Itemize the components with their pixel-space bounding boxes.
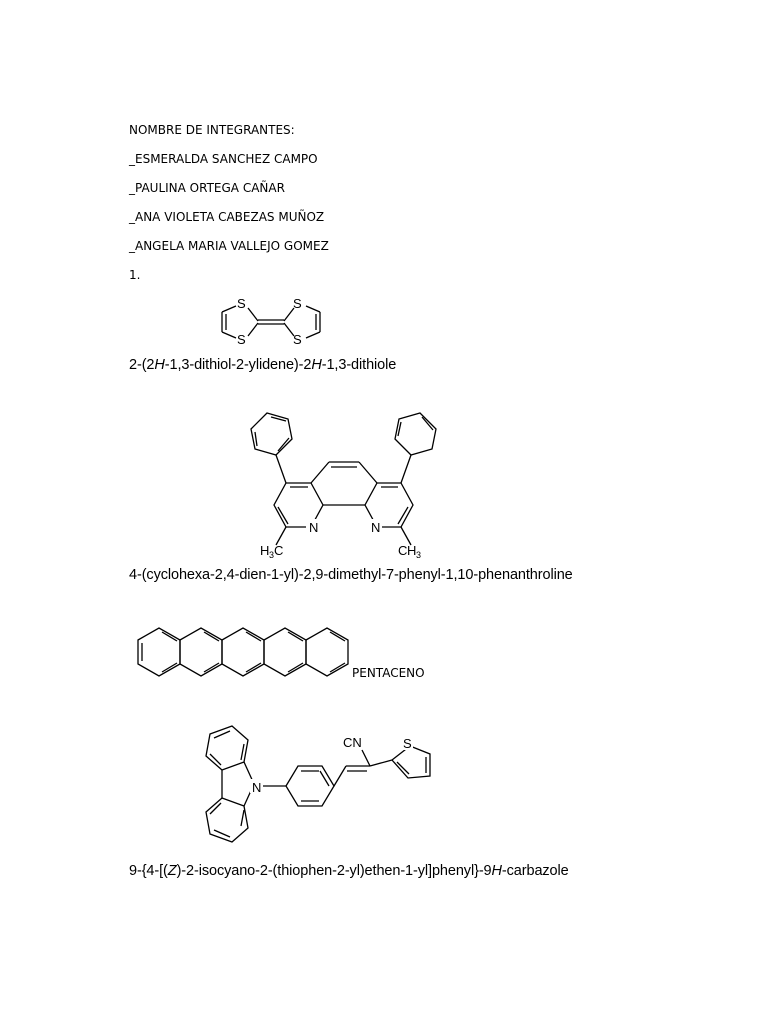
methyl-right-c: C (398, 543, 408, 558)
atom-s4: S (293, 332, 302, 347)
compound-name-4: 9-{4-[(Z)-2-isocyano-2-(thiophen-2-yl)ethen-1-yl]phenyl}-9H-carbazole (129, 863, 569, 879)
ttf-structure (205, 290, 335, 352)
methyl-right-sub: 3 (416, 550, 422, 560)
member-4: _ANGELA MARIA VALLEJO GOMEZ (129, 239, 329, 253)
member-1: _ESMERALDA SANCHEZ CAMPO (129, 152, 318, 166)
methyl-left-h: H (260, 543, 270, 558)
carbazole-structure (196, 722, 446, 852)
atom-s: S (403, 736, 412, 751)
methyl-left-sub: 3 (269, 550, 275, 560)
methyl-right-h: H (407, 543, 417, 558)
compound-name-2: 4-(cyclohexa-2,4-dien-1-yl)-2,9-dimethyl-7-phenyl-1,10-phenanthroline (129, 567, 573, 583)
header-title: NOMBRE DE INTEGRANTES: (129, 123, 295, 137)
compound-name-1: 2-(2H-1,3-dithiol-2-ylidene)-2H-1,3-dithiole (129, 357, 397, 373)
atom-s3: S (293, 296, 302, 311)
atom-s1: S (237, 296, 246, 311)
phenanthroline-structure (238, 405, 448, 565)
atom-n2: N (371, 520, 381, 535)
methyl-left-c: C (274, 543, 284, 558)
atom-cn: CN (343, 735, 362, 750)
member-3: _ANA VIOLETA CABEZAS MUÑOZ (129, 210, 325, 224)
atom-n1: N (309, 520, 319, 535)
atom-s2: S (237, 332, 246, 347)
item-number: 1. (129, 268, 141, 282)
atom-n: N (252, 780, 262, 795)
pentacene-label: PENTACENO (352, 666, 425, 680)
pentacene-structure (128, 625, 352, 683)
member-2: _PAULINA ORTEGA CAÑAR (129, 181, 285, 195)
